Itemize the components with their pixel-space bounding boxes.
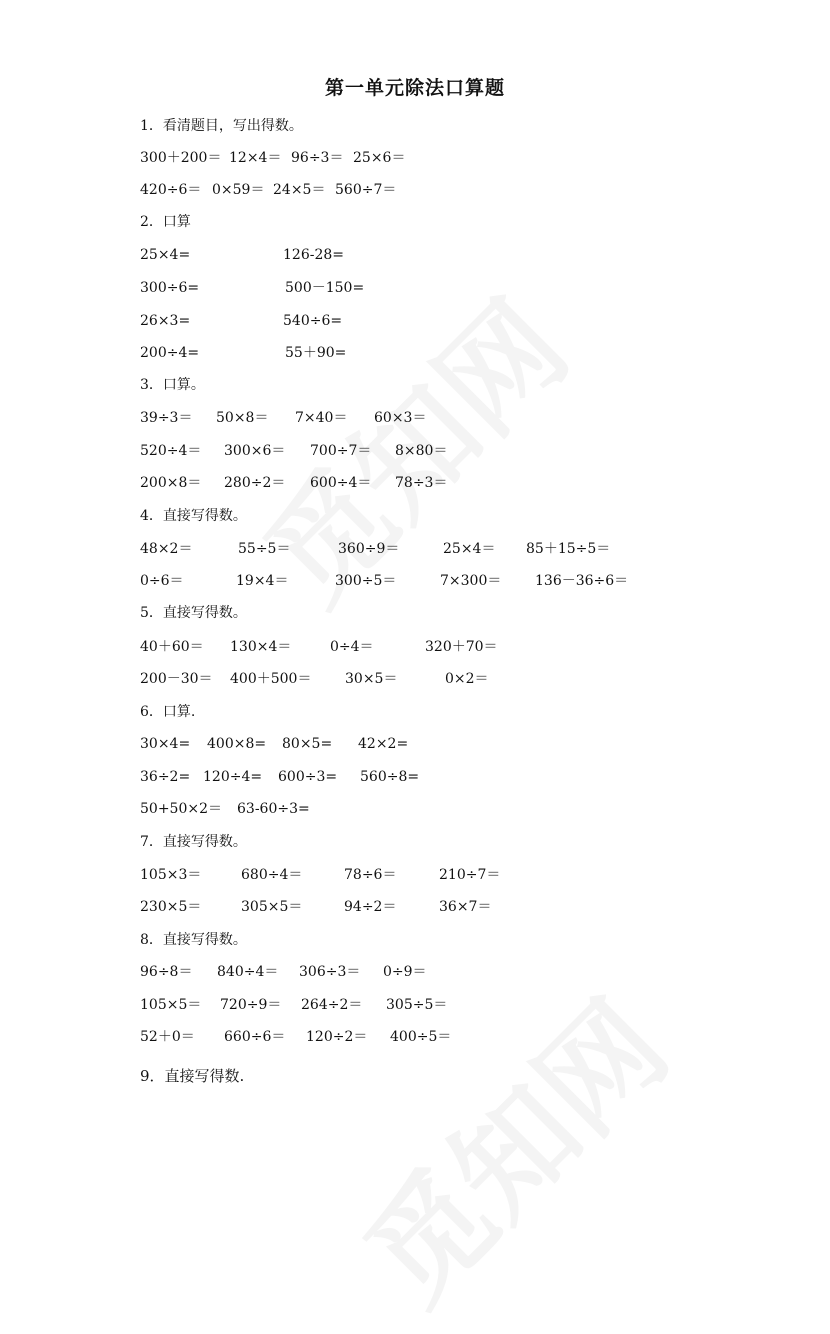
problem: 560÷8= [360, 769, 420, 785]
problem: 25×6＝ [353, 150, 406, 166]
problem: 26×3= [140, 313, 191, 329]
problem: 136－36÷6＝ [535, 573, 629, 589]
problem: 25×4= [140, 247, 191, 263]
problem: 200÷4= [140, 345, 200, 361]
problem: 560÷7＝ [335, 182, 397, 198]
problem: 24×5＝ [273, 182, 326, 198]
problem: 840÷4＝ [217, 964, 279, 980]
problem: 50×8＝ [216, 410, 269, 426]
problem: 85＋15÷5＝ [526, 541, 611, 557]
problem: 0×2＝ [445, 671, 489, 687]
problem: 300＋200＝ [140, 150, 222, 166]
problem: 680÷4＝ [241, 867, 303, 883]
problem: 48×2＝ [140, 541, 193, 557]
problem: 320＋70＝ [425, 639, 498, 655]
problem: 105×3＝ [140, 867, 202, 883]
problem: 55÷5＝ [238, 541, 291, 557]
problem: 55＋90= [285, 345, 347, 361]
page-title: 第一单元除法口算题 [324, 77, 505, 99]
problem: 305×5＝ [241, 899, 303, 915]
section-heading: 2．口算 [140, 214, 191, 230]
problem: 520÷4＝ [140, 443, 202, 459]
problem: 63-60÷3= [237, 801, 310, 817]
problem: 39÷3＝ [140, 410, 193, 426]
section-heading: 8．直接写得数。 [140, 932, 247, 948]
problem: 80×5= [282, 736, 333, 752]
problem: 96÷8＝ [140, 964, 193, 980]
problem: 0×59＝ [212, 182, 265, 198]
problem: 400×8= [207, 736, 267, 752]
problem: 305÷5＝ [386, 997, 448, 1013]
problem: 60×3＝ [374, 410, 427, 426]
problem: 96÷3＝ [291, 150, 344, 166]
problem: 42×2= [358, 736, 409, 752]
problem: 660÷6＝ [224, 1029, 286, 1045]
problem: 300÷6= [140, 280, 200, 296]
problem: 78÷6＝ [344, 867, 397, 883]
section-heading: 7．直接写得数。 [140, 834, 247, 850]
section-heading: 4．直接写得数。 [140, 508, 247, 524]
problem: 94÷2＝ [344, 899, 397, 915]
watermark-bottom [322, 958, 698, 1334]
problem: 105×5＝ [140, 997, 202, 1013]
problem: 264÷2＝ [301, 997, 363, 1013]
problem: 12×4＝ [229, 150, 282, 166]
problem: 300÷5＝ [335, 573, 397, 589]
problem: 78÷3＝ [395, 475, 448, 491]
section-heading: 3．口算。 [140, 377, 205, 393]
problem: 700÷7＝ [310, 443, 372, 459]
problem: 40＋60＝ [140, 639, 204, 655]
problem: 280÷2＝ [224, 475, 286, 491]
problem: 0÷4＝ [330, 639, 374, 655]
problem: 120÷2＝ [306, 1029, 368, 1045]
problem: 30×4= [140, 736, 191, 752]
problem: 360÷9＝ [338, 541, 400, 557]
problem: 540÷6= [283, 313, 343, 329]
problem: 306÷3＝ [299, 964, 361, 980]
problem: 400＋500＝ [230, 671, 312, 687]
problem: 8×80＝ [395, 443, 448, 459]
problem: 30×5＝ [345, 671, 398, 687]
section-heading: 5．直接写得数。 [140, 605, 247, 621]
problem: 720÷9＝ [220, 997, 282, 1013]
problem: 200×8＝ [140, 475, 202, 491]
problem: 300×6＝ [224, 443, 286, 459]
section-heading: 6．口算. [140, 704, 196, 720]
problem: 420÷6＝ [140, 182, 202, 198]
problem: 400÷5＝ [390, 1029, 452, 1045]
problem: 19×4＝ [236, 573, 289, 589]
problem: 600÷4＝ [310, 475, 372, 491]
problem: 230×5＝ [140, 899, 202, 915]
problem: 210÷7＝ [439, 867, 501, 883]
problem: 36×7＝ [439, 899, 492, 915]
problem: 0÷9＝ [383, 964, 427, 980]
problem: 0÷6＝ [140, 573, 184, 589]
problem: 600÷3= [278, 769, 338, 785]
section-heading: 1．看清题目，写出得数。 [140, 118, 303, 134]
problem: 7×300＝ [440, 573, 502, 589]
problem: 25×4＝ [443, 541, 496, 557]
problem: 130×4＝ [230, 639, 292, 655]
problem: 500－150= [285, 280, 365, 296]
problem: 50+50×2＝ [140, 801, 222, 817]
problem: 7×40＝ [295, 410, 348, 426]
problem: 36÷2= [140, 769, 191, 785]
problem: 200－30＝ [140, 671, 213, 687]
problem: 120÷4= [203, 769, 263, 785]
problem: 126-28= [283, 247, 344, 263]
section-heading: 9．直接写得数. [140, 1067, 245, 1085]
problem: 52＋0＝ [140, 1029, 195, 1045]
